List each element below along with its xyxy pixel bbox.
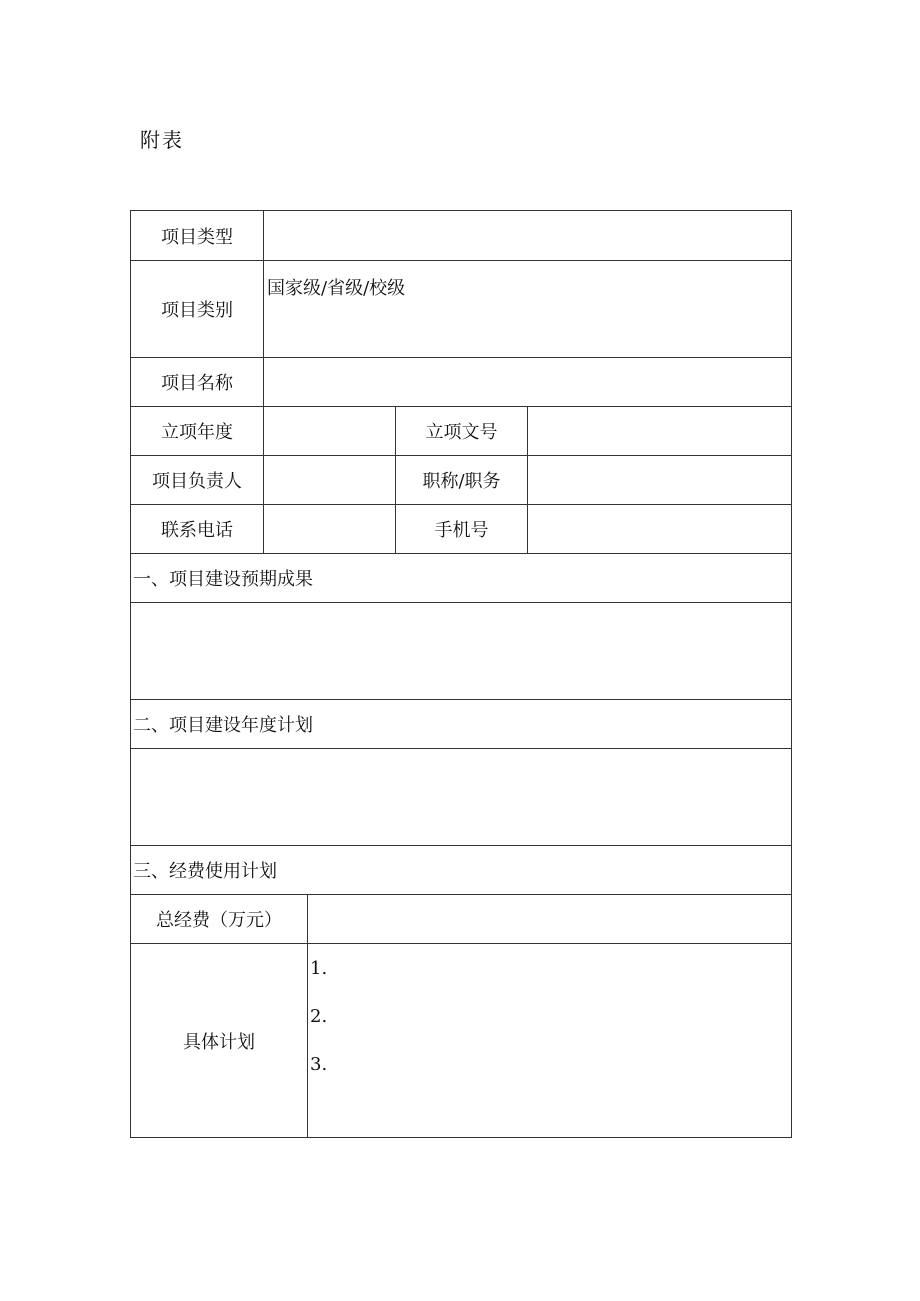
project-type-label: 项目类型 [131, 211, 264, 260]
row-total-funding [131, 895, 791, 944]
project-name-label: 项目名称 [131, 358, 264, 406]
project-category-label: 项目类别 [131, 261, 264, 357]
title-position-label: 职称/职务 [396, 456, 528, 504]
section1-field[interactable] [131, 603, 791, 700]
leader-field[interactable] [264, 456, 396, 504]
plan-item-3: 3. [310, 1054, 328, 1075]
approval-year-field[interactable] [264, 407, 396, 455]
phone-field[interactable] [264, 505, 396, 553]
project-category-field[interactable]: 国家级/省级/校级 [267, 278, 406, 299]
row-project-category [131, 261, 791, 358]
section2-field[interactable] [131, 749, 791, 846]
total-funding-field[interactable] [308, 895, 791, 943]
phone-label: 联系电话 [131, 505, 264, 553]
project-name-field[interactable] [264, 358, 791, 406]
application-form [130, 210, 792, 1138]
approval-doc-field[interactable] [528, 407, 791, 455]
project-type-field[interactable] [264, 211, 791, 260]
plan-field[interactable] [308, 944, 791, 1137]
leader-label: 项目负责人 [131, 456, 264, 504]
total-funding-label: 总经费（万元） [131, 895, 308, 943]
mobile-label: 手机号 [396, 505, 528, 553]
plan-item-2: 2. [310, 1006, 328, 1027]
page-title: 附表 [140, 128, 184, 152]
plan-label: 具体计划 [131, 944, 308, 1137]
plan-item-1: 1. [310, 958, 328, 979]
mobile-field[interactable] [528, 505, 791, 553]
row-plan [131, 944, 791, 1137]
title-position-field[interactable] [528, 456, 791, 504]
row-contact [131, 505, 791, 554]
row-project-type [131, 211, 791, 261]
section1-header: 一、项目建设预期成果 [131, 554, 791, 603]
section3-header: 三、经费使用计划 [131, 846, 791, 895]
section2-header: 二、项目建设年度计划 [131, 700, 791, 749]
approval-doc-label: 立项文号 [396, 407, 528, 455]
row-approval [131, 407, 791, 456]
approval-year-label: 立项年度 [131, 407, 264, 455]
row-project-name [131, 358, 791, 407]
row-leader [131, 456, 791, 505]
